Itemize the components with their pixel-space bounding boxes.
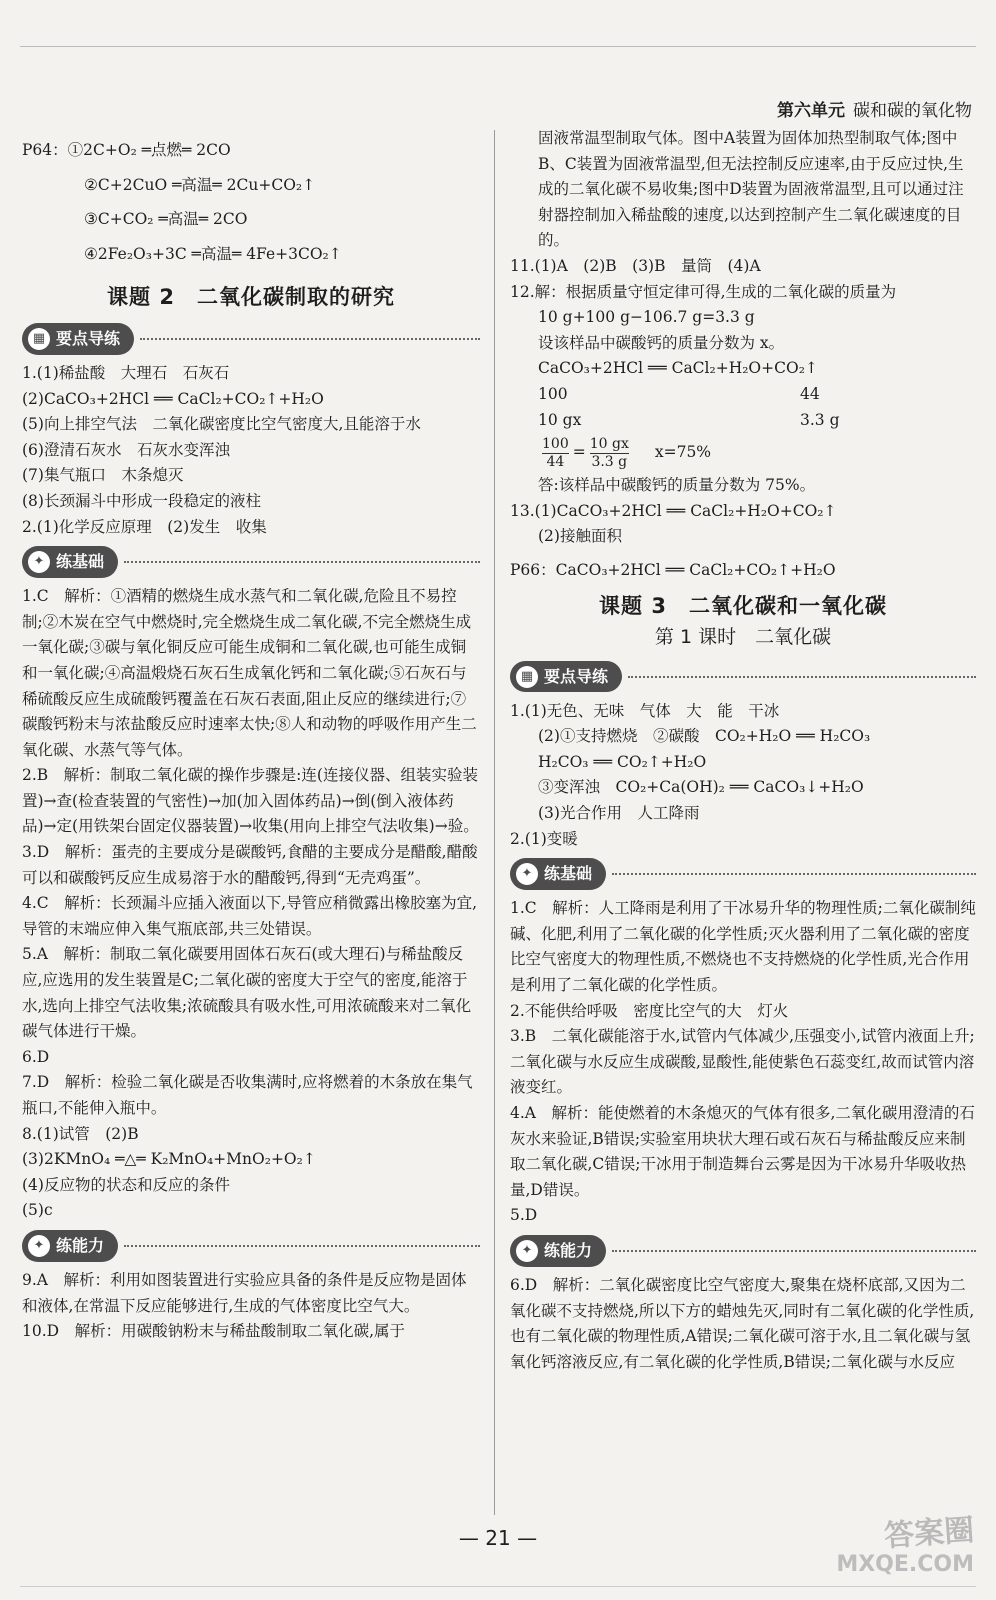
watermark-url: MXQE.COM: [836, 1552, 974, 1577]
q12-proportion: [510, 433, 976, 473]
lesson-3-title: 课题 3 二氧化碳和一氧化碳: [599, 593, 887, 618]
q12-conclusion: 答:该样品中碳酸钙的质量分数为 75%。: [538, 476, 816, 495]
r-jichu-1: 1.C 解析：人工降雨是利用了干冰易升华的物理性质;二氧化碳制纯碱、化肥,利用了二氧化碳的化学性质;灭火器利用了二氧化碳的密度比空气密度大的物理性质,不燃烧也不支持燃烧的化学性质,光合作用是利用了二氧化碳的化学性质。: [510, 899, 976, 995]
q12-ratio-d: 3.3 g: [800, 410, 840, 429]
jichu-answer-1: 1.C 解析：①酒精的燃烧生成水蒸气和二氧化碳,危险且不易控制;②木炭在空气中燃烧时,完全燃烧生成二氧化碳,不完全燃烧生成一氧化碳;③碳与氧化铜反应可能生成铜和二氧化碳,也可能生成铜和一氧化碳;④高温煅烧石灰石生成氧化钙和二氧化碳;⑤石灰石与稀硫酸反应生成硫酸钙覆盖在石灰石表面,阻止反应的继续进行;⑦碳酸钙粉末与浓盐酸反应时速率太快;⑧人和动物的呼吸作用产生二氧化碳、水蒸气等气体。: [22, 587, 477, 759]
yaodian-1: 1.(1)稀盐酸 大理石 石灰石: [22, 363, 230, 382]
section-badge: [510, 661, 622, 693]
jichu-answer-2: 2.B 解析：制取二氧化碳的操作步骤是:连(连接仪器、组装实验装置)→查(检查装置的气密性)→加(加入固体药品)→倒(倒入液体药品)→定(用铁架台固定仪器装置)→收集(用向上排空气法收集)→验。: [22, 766, 479, 836]
runner-icon: ✦: [28, 1235, 50, 1257]
fraction-right: $\frac{10 gx}{3.3 g}$: [589, 435, 629, 470]
right-column: [510, 126, 976, 1375]
column-divider: [494, 130, 495, 1515]
p64-eq-1: P64：①2C+O₂ ═点燃═ 2CO: [22, 141, 231, 159]
r-yaodian-6: 2.(1)变暖: [510, 829, 578, 848]
bottom-rule: [20, 1586, 976, 1587]
jichu-answer-8-4: (4)反应物的状态和反应的条件: [22, 1175, 230, 1194]
jichu-answer-4: 4.C 解析：长颈漏斗应插入液面以下,导管应稍微露出橡胶塞为宜,导管的末端应伸入集气瓶底部,共三处错误。: [22, 894, 478, 938]
q12-line-2: 10 g+100 g−106.7 g=3.3 g: [538, 308, 755, 327]
r-jichu-2: 2.不能供给呼吸 密度比空气的大 灯火: [510, 1001, 789, 1020]
r-yaodian-5: (3)光合作用 人工降雨: [538, 804, 700, 823]
p64-block: [22, 130, 480, 267]
r-jichu-3: 3.B 二氧化碳能溶于水,试管内气体减少,压强变小,试管内液面上升;二氧化碳与水反应生成碳酸,显酸性,能使紫色石蕊变红,故而试管内溶液变红。: [510, 1027, 975, 1097]
lesson-2-title: 课题 2 二氧化碳制取的研究: [107, 285, 395, 310]
unit-label: 第六单元: [777, 101, 845, 121]
grid-icon: ▦: [28, 328, 50, 350]
section-badge: [22, 1230, 118, 1262]
q13-line-2: (2)接触面积: [538, 527, 622, 546]
jichu-answer-8-3: (3)2KMnO₄ ═△═ K₂MnO₄+MnO₂+O₂↑: [22, 1150, 316, 1169]
r-yaodian-3: H₂CO₃ ══ CO₂↑+H₂O: [538, 752, 707, 771]
unit-header: [777, 96, 972, 121]
section-label: 练能力: [56, 1236, 105, 1256]
jichu-answer-8: 8.(1)试管 (2)B: [22, 1124, 139, 1143]
section-rule: [124, 561, 480, 563]
p64-eq-2: ②C+2CuO ═高温═ 2Cu+CO₂↑: [84, 175, 316, 194]
section-yaodian-right: [510, 661, 976, 693]
nengli-answer-10: 10.D 解析：用碳酸钠粉末与稀盐酸制取二氧化碳,属于: [22, 1322, 406, 1341]
section-badge: [510, 1235, 606, 1267]
runner-icon: ✦: [516, 863, 538, 885]
yaodian-2: (2)CaCO₃+2HCl ══ CaCl₂+CO₂↑+H₂O: [22, 389, 324, 408]
section-rule: [628, 676, 976, 678]
q12-line-3: 设该样品中碳酸钙的质量分数为 x。: [538, 333, 785, 352]
yaodian-3: (5)向上排空气法 二氧化碳密度比空气密度大,且能溶于水: [22, 415, 421, 434]
jichu-answer-7: 7.D 解析：检验二氧化碳是否收集满时,应将燃着的木条放在集气瓶口,不能伸入瓶中。: [22, 1073, 473, 1117]
r-yaodian-2: (2)①支持燃烧 ②碳酸 CO₂+H₂O ══ H₂CO₃: [538, 727, 871, 746]
section-jichu-right: [510, 858, 976, 890]
left-column: [22, 130, 480, 1345]
q12-result: x=75%: [654, 443, 712, 462]
r-nengli-6: 6.D 解析：二氧化碳密度比空气密度大,聚集在烧杯底部,又因为二氧化碳不支持燃烧,所以下方的蜡烛先灭,同时有二氧化碳的化学性质,也有二氧化碳的物理性质,A错误;二氧化碳可溶于水,且二氧化碳与氢氧化钙溶液反应,有二氧化碳的化学性质,B错误;二氧化碳与水反应: [510, 1275, 975, 1371]
q12-ratio-row-1: [510, 382, 976, 408]
r-jichu-4: 4.A 解析：能使燃着的木条熄灭的气体有很多,二氧化碳用澄清的石灰水来验证,B错误;实验室用块状大理石或石灰石与稀盐酸反应来制取二氧化碳,C错误;干冰用于制造舞台云雾是因为干冰易升华吸收热量,D错误。: [510, 1104, 975, 1199]
section-rule: [612, 1250, 976, 1252]
jichu-answer-5: 5.A 解析：制取二氧化碳要用固体石灰石(或大理石)与稀盐酸反应,应选用的发生装置是C;二氧化碳的密度大于空气的密度,能溶于水,选向上排空气法收集;浓硫酸具有吸水性,可用浓硫酸来对二氧化碳气体进行干燥。: [22, 945, 472, 1041]
p66-equation: P66：CaCO₃+2HCl ══ CaCl₂+CO₂↑+H₂O: [510, 560, 836, 579]
watermark-logo: 答案圈: [883, 1512, 976, 1555]
section-badge: [22, 546, 118, 578]
q13-line-1: 13.(1)CaCO₃+2HCl ══ CaCl₂+H₂O+CO₂↑: [510, 501, 837, 520]
jichu-answer-8-5: (5)c: [22, 1201, 53, 1220]
section-rule: [612, 873, 976, 875]
lesson-3-subtitle: 第 1 课时 二氧化碳: [654, 626, 832, 649]
q12-ratio-c: 10 gx: [538, 410, 582, 429]
section-yaodian-left: [22, 323, 480, 355]
section-jichu-left: [22, 546, 480, 578]
section-label: 练基础: [56, 552, 105, 572]
section-label: 要点导练: [56, 329, 121, 349]
q12-ratio-row-2: [510, 408, 976, 434]
jichu-answer-6: 6.D: [22, 1047, 50, 1066]
yaodian-4: (6)澄清石灰水 石灰水变浑浊: [22, 440, 230, 459]
unit-title: 碳和碳的氧化物: [853, 101, 972, 121]
p64-eq-3: ③C+CO₂ ═高温═ 2CO: [84, 210, 248, 229]
section-badge: [510, 858, 606, 890]
q12-ratio-b: 44: [800, 384, 820, 403]
yaodian-5: (7)集气瓶口 木条熄灭: [22, 466, 184, 485]
q11-answer: 11.(1)A (2)B (3)B 量筒 (4)A: [510, 256, 761, 275]
section-label: 练能力: [544, 1241, 593, 1261]
top-rule: [20, 46, 976, 47]
section-rule: [124, 1245, 480, 1247]
r-jichu-5: 5.D: [510, 1206, 538, 1225]
q12-line-1: 12.解：根据质量守恒定律可得,生成的二氧化碳的质量为: [510, 282, 897, 301]
r-yaodian-1: 1.(1)无色、无味 气体 大 能 干冰: [510, 701, 780, 720]
nengli-answer-9: 9.A 解析：利用如图装置进行实验应具备的条件是反应物是固体和液体,在常温下反应能够进行,生成的气体密度比空气大。: [22, 1270, 467, 1315]
p64-eq-4: ④2Fe₂O₃+3C ═高温═ 4Fe+3CO₂↑: [84, 244, 342, 263]
equals-sign: =: [572, 443, 586, 462]
yaodian-7: 2.(1)化学反应原理 (2)发生 收集: [22, 517, 267, 536]
grid-icon: ▦: [516, 666, 538, 688]
page-number: — 21 —: [458, 1526, 538, 1550]
section-badge: [22, 323, 134, 355]
jichu-answer-3: 3.D 解析：蛋壳的主要成分是碳酸钙,食醋的主要成分是醋酸,醋酸可以和碳酸钙反应生成易溶于水的醋酸钙,得到“无壳鸡蛋”。: [22, 843, 478, 887]
r-yaodian-4: ③变浑浊 CO₂+Ca(OH)₂ ══ CaCO₃↓+H₂O: [538, 778, 864, 797]
section-rule: [140, 338, 480, 340]
q12-equation: CaCO₃+2HCl ══ CaCl₂+H₂O+CO₂↑: [538, 359, 818, 378]
yaodian-6: (8)长颈漏斗中形成一段稳定的液柱: [22, 491, 261, 510]
fraction-left: $\frac{100}{44}$: [542, 435, 569, 470]
section-label: 要点导练: [544, 666, 609, 686]
section-nengli-right: [510, 1235, 976, 1267]
q10-continued: 固液常温型制取气体。图中A装置为固体加热型制取气体;图中B、C装置为固液常温型,但无法控制反应速率,由于反应过快,生成的二氧化碳不易收集;图中D装置为固液常温型,且可以通过注射器控制加入稀盐酸的速度,以达到控制产生二氧化碳速度的目的。: [538, 129, 964, 250]
section-label: 练基础: [544, 864, 593, 884]
section-nengli-left: [22, 1230, 480, 1262]
runner-icon: ✦: [28, 551, 50, 573]
runner-icon: ✦: [516, 1240, 538, 1262]
q12-ratio-a: 100: [538, 384, 568, 403]
